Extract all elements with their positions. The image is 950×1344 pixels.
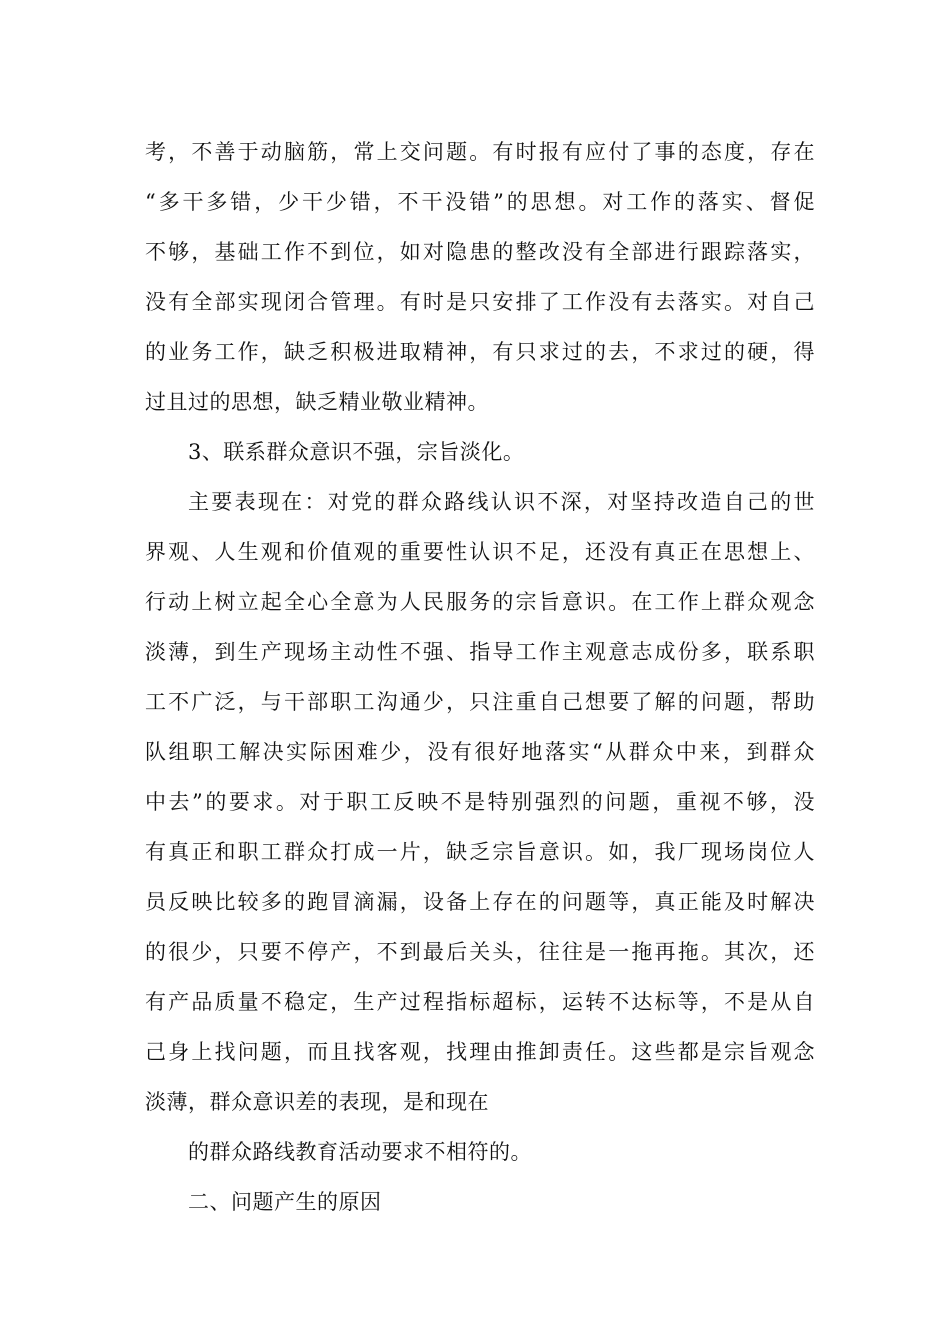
paragraph-line: 考，不善于动脑筋，常上交问题。有时报有应付了事的态度，存在 (145, 140, 815, 164)
paragraph-line: 的业务工作，缺乏积极进取精神，有只求过的去，不求过的硬，得 (145, 340, 815, 364)
paragraph-line: 工不广泛，与干部职工沟通少，只注重自己想要了解的问题，帮助 (145, 690, 815, 714)
paragraph-line: 不够，基础工作不到位，如对隐患的整改没有全部进行跟踪落实， (145, 240, 815, 264)
paragraph-line: 中去”的要求。对于职工反映不是特别强烈的问题，重视不够，没 (145, 790, 815, 814)
paragraph-line: 没有全部实现闭合管理。有时是只安排了工作没有去落实。对自己 (145, 290, 815, 314)
paragraph-line: 的很少，只要不停产，不到最后关头，往往是一拖再拖。其次，还 (145, 940, 815, 964)
paragraph-line: 队组职工解决实际困难少，没有很好地落实“从群众中来，到群众 (145, 740, 815, 764)
paragraph-line: 有产品质量不稳定，生产过程指标超标，运转不达标等，不是从自 (145, 990, 815, 1014)
paragraph-line: 有真正和职工群众打成一片，缺乏宗旨意识。如，我厂现场岗位人 (145, 840, 815, 864)
paragraph-line: 己身上找问题，而且找客观，找理由推卸责任。这些都是宗旨观念 (145, 1040, 815, 1064)
paragraph-line: “多干多错，少干少错，不干没错”的思想。对工作的落实、督促 (145, 190, 815, 214)
paragraph-line: 淡薄，群众意识差的表现，是和现在 (145, 1090, 489, 1114)
paragraph-line: 过且过的思想，缺乏精业敬业精神。 (145, 390, 489, 414)
paragraph-line: 主要表现在：对党的群众路线认识不深，对坚持改造自己的世 (188, 490, 815, 514)
paragraph-line: 行动上树立起全心全意为人民服务的宗旨意识。在工作上群众观念 (145, 590, 815, 614)
paragraph-line: 界观、人生观和价值观的重要性认识不足，还没有真正在思想上、 (145, 540, 815, 564)
paragraph-line: 员反映比较多的跑冒滴漏，设备上存在的问题等，真正能及时解决 (145, 890, 815, 914)
paragraph-line: 淡薄，到生产现场主动性不强、指导工作主观意志成份多，联系职 (145, 640, 815, 664)
paragraph-line: 的群众路线教育活动要求不相符的。 (188, 1140, 532, 1164)
section-heading: 3、联系群众意识不强，宗旨淡化。 (188, 440, 525, 464)
section-heading: 二、问题产生的原因 (188, 1190, 382, 1214)
